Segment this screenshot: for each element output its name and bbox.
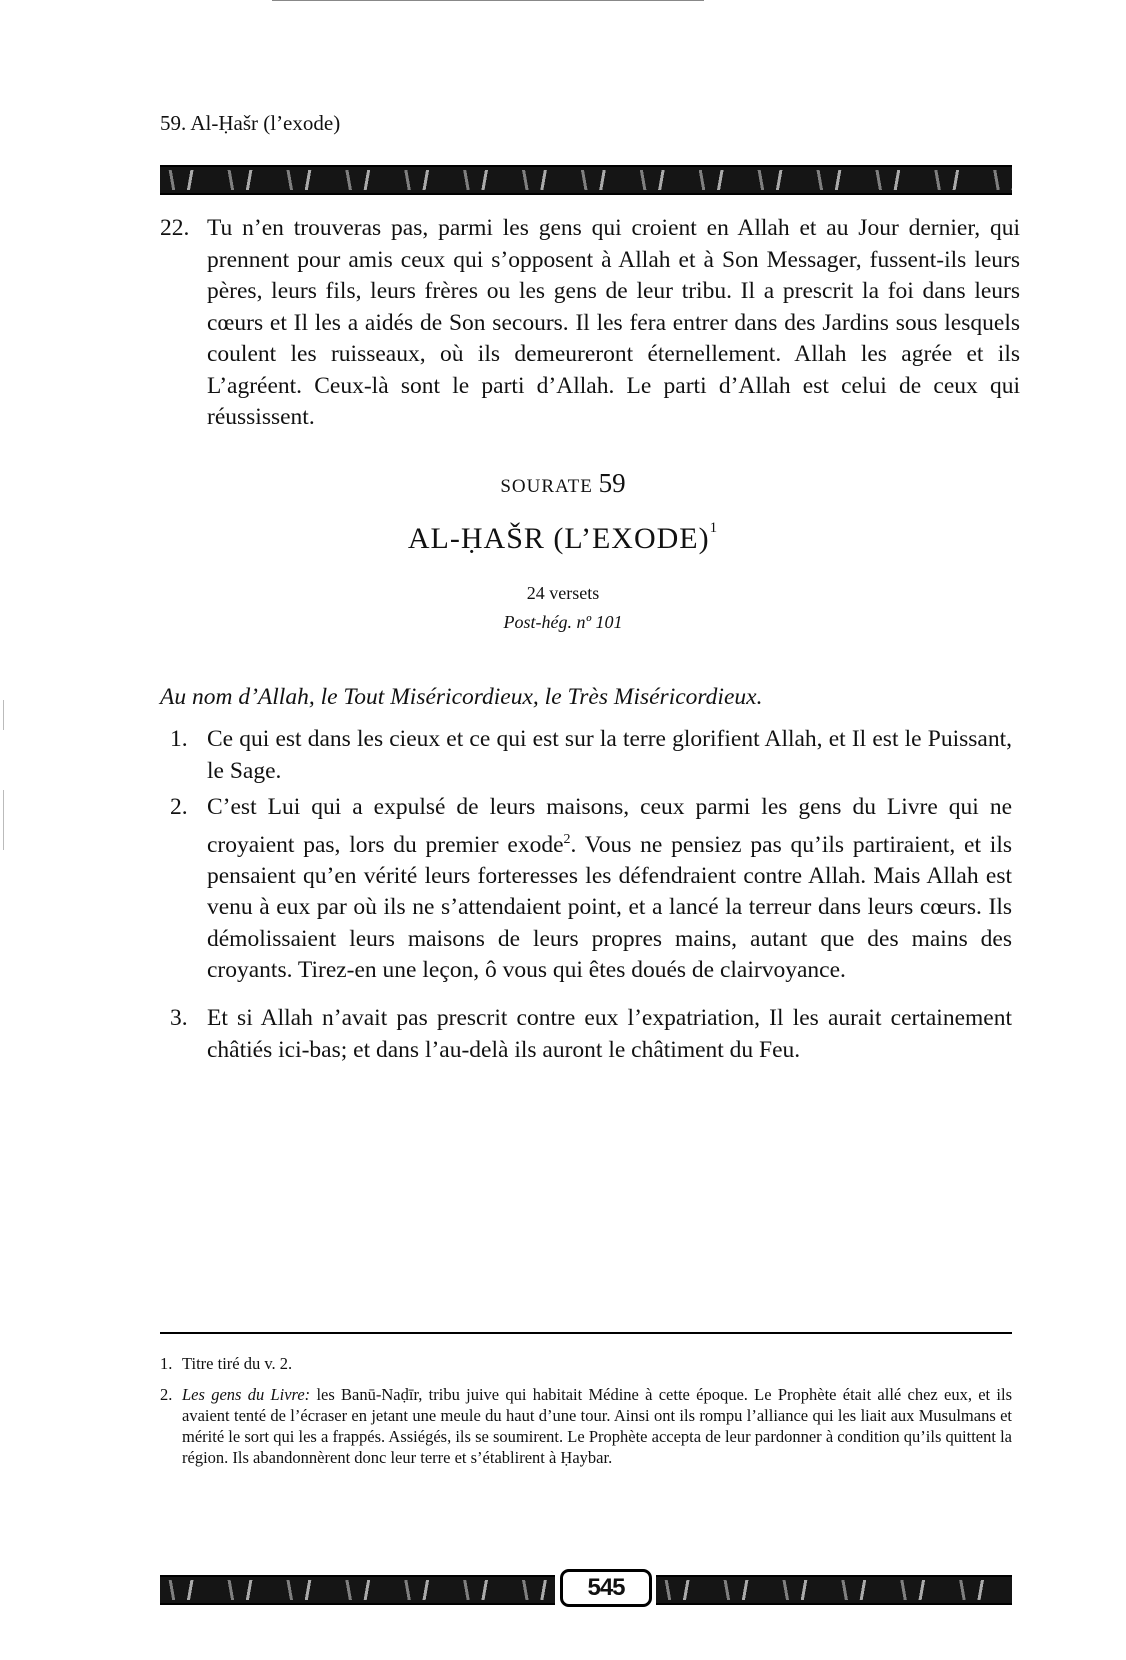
verse-number: 3. (170, 1005, 188, 1031)
footnote-number: 1. (160, 1354, 173, 1373)
footnote-ref-1: 1 (709, 520, 719, 536)
revelation-order: Post-hég. nº 101 (503, 612, 623, 632)
footnote-1 (160, 1353, 1012, 1374)
running-header: 59. Al-Ḥašr (l’exode) (160, 111, 341, 135)
footnote-body: les Banū-Naḍīr, tribu juive qui habitait Médine à cette époque. Le Prophète était allé chez eux, et ils avaient tenté de l’écraser en jetant une meule du haut d’une tour. Ainsi ont ils rompu l’alliance qui les liait aux Musulmans et mérité le sort qui les a frappés. Assiégés, ils se soumirent. Le Prophète accepta de leur pardonner à condition qu’ils quittent la région. Ils abandonnèrent donc leur terre et s’établirent à Ḥaybar. (182, 1385, 1012, 1467)
verse-number: 1. (170, 726, 188, 752)
scan-margin-mark (3, 700, 4, 730)
verse-count: 24 versets (526, 583, 600, 603)
footnote-divider (160, 1332, 1012, 1334)
verse-text-part: . Vous ne pensiez pas qu’ils partiraient, et ils pensaient qu’en vérité leurs forteresses les défendraient contre Allah. Mais Allah est venu à eux par où ils ne s’attendaient point, et a lancé la terreur dans leurs cœurs. Ils démolissaient leurs maisons de leurs propres mains, autant que des mains des croyants. Tirez-en une leçon, ô vous qui êtes doués de clairvoyance. (207, 831, 1013, 984)
ornamental-border-bottom-left (160, 1575, 555, 1605)
scan-edge-line (272, 0, 704, 1)
verse-1 (160, 724, 1012, 787)
page-number: 545 (560, 1569, 652, 1607)
basmala: Au nom d’Allah, le Tout Miséricordieux, le Très Miséricordieux. (160, 684, 763, 710)
verse-text: Tu n’en trouveras pas, parmi les gens qui croient en Allah et au Jour dernier, qui prennent pour amis ceux qui s’opposent à Allah et à Son Messager, fussent-ils leurs pères, leurs fils, leurs frères ou les gens de leur tribu. Il a prescrit la foi dans leurs cœurs et Il les a aidés de Son secours. Il les fera entrer dans des Jardins sous lesquels coulent les ruisseaux, où ils demeureront éternellement. Allah les agrée et ils L’agréent. Ceux-là sont le parti d’Allah. Le parti d’Allah est celui de ceux qui réussissent. (207, 215, 1020, 430)
footnote-text (182, 1384, 1012, 1468)
verse-22 (160, 213, 1020, 434)
verse-text (207, 792, 1012, 987)
ornamental-border-bottom-right (656, 1575, 1012, 1605)
footnote-number: 2. (160, 1385, 173, 1404)
verse-text: Et si Allah n’avait pas prescrit contre eux l’expatriation, Il les aurait certainement châtiés ici-bas; et dans l’au-delà ils auront le châtiment du Feu. (207, 1005, 1012, 1063)
verse-number: 2. (170, 794, 188, 820)
scan-margin-mark (3, 790, 4, 850)
verse-text: Ce qui est dans les cieux et ce qui est sur la terre glorifient Allah, et Il est le Puissant, le Sage. (207, 726, 1012, 784)
sourate-title (0, 522, 1126, 556)
verse-number: 22. (160, 215, 190, 241)
sourate-label-word: SOURATE (500, 476, 593, 497)
sourate-label (0, 468, 1126, 499)
footnote-lead: Les gens du Livre: (182, 1385, 311, 1404)
sourate-title-text: AL-ḤAŠR (L’EXODE) (407, 522, 710, 555)
verse-2 (160, 792, 1012, 987)
footnote-ref-2: 2 (563, 831, 571, 847)
sourate-number: 59 (598, 468, 626, 498)
footnote-2 (160, 1384, 1012, 1468)
verse-3 (160, 1003, 1012, 1066)
footnote-text: Titre tiré du v. 2. (182, 1354, 293, 1373)
ornamental-border-top (160, 165, 1012, 195)
verse-text-part: C’est Lui qui a expulsé de leurs maisons, ceux parmi les gens du Livre qui ne croyaient pas, lors du premier exode (207, 794, 1012, 858)
